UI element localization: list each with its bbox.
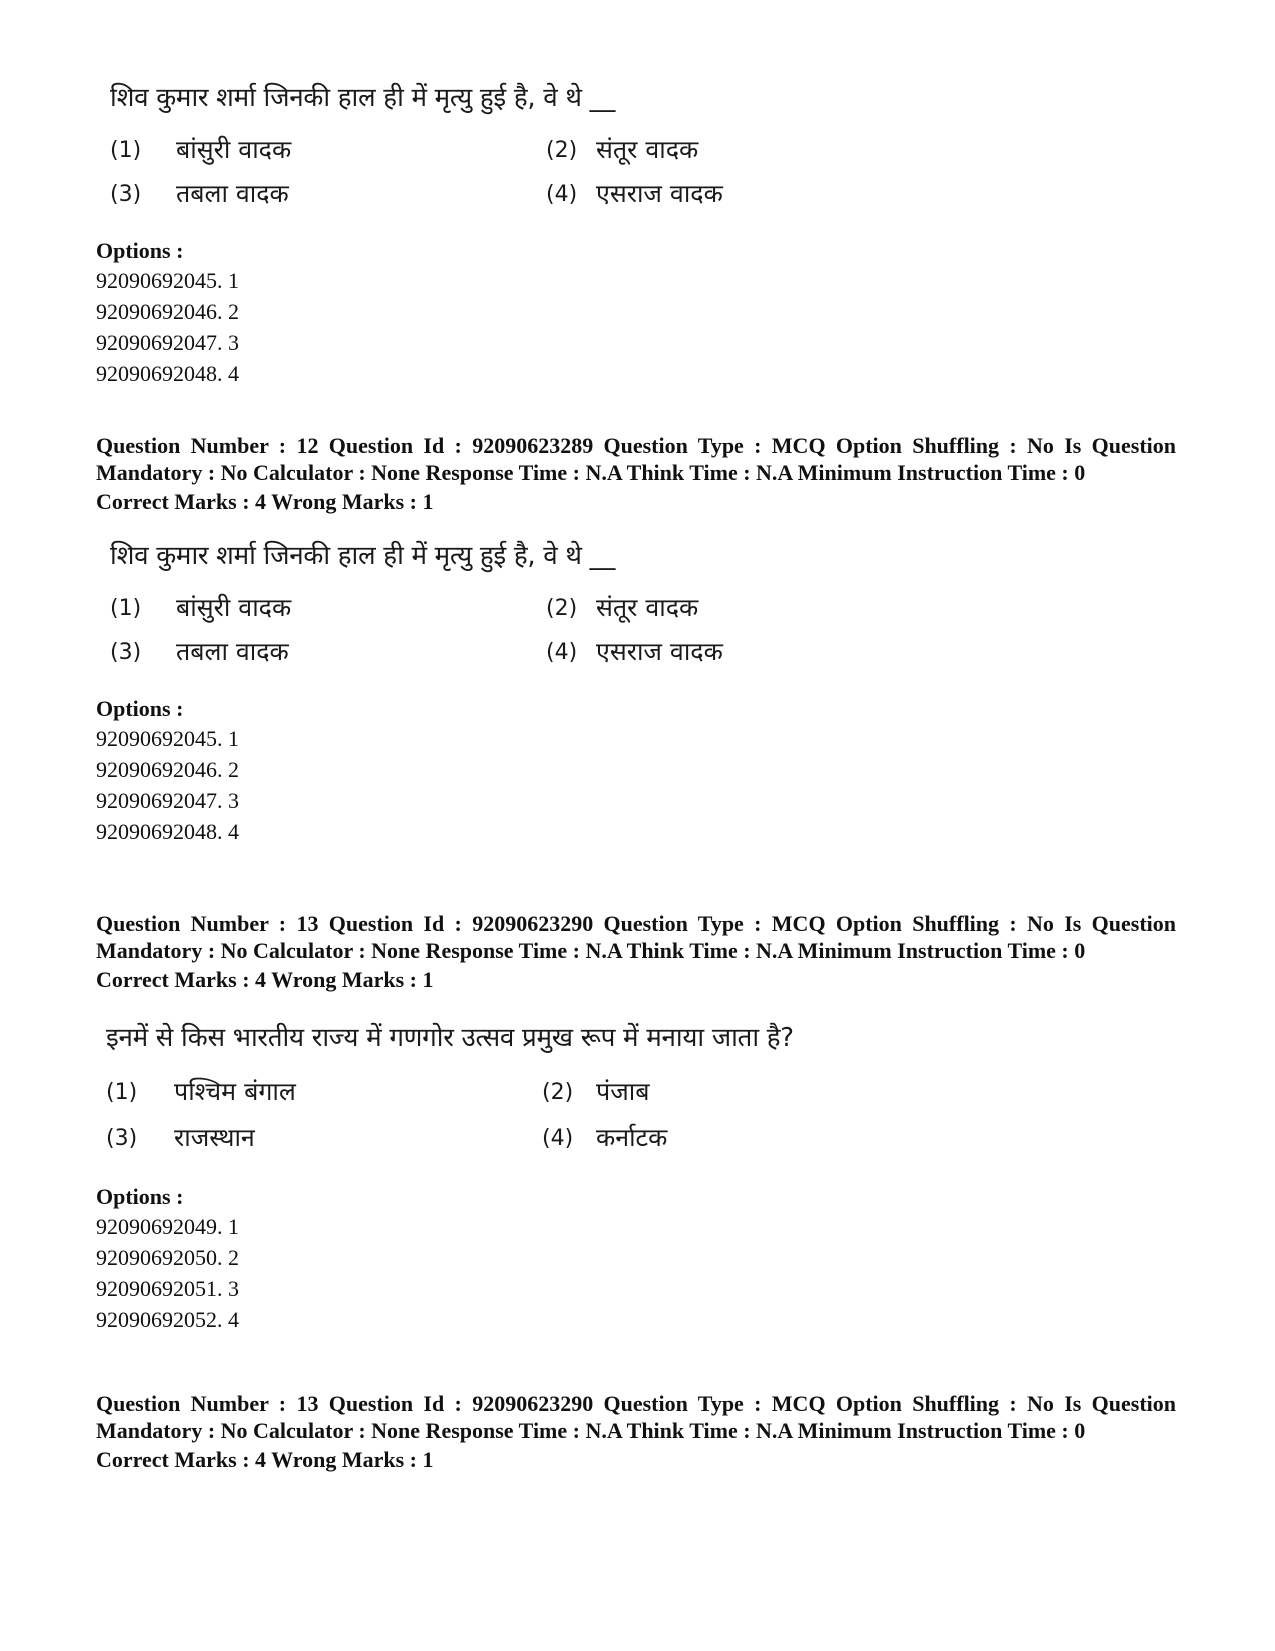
- marks-line: Correct Marks : 4 Wrong Marks : 1: [96, 489, 434, 514]
- choice-text: बांसुरी वादक: [176, 135, 292, 164]
- marks-line: Correct Marks : 4 Wrong Marks : 1: [96, 1447, 434, 1472]
- choice-number: (4): [546, 640, 578, 665]
- choice-number: (2): [542, 1080, 574, 1105]
- choice-number: (1): [110, 138, 142, 163]
- choice-text: पंजाब: [596, 1077, 650, 1106]
- choice-number: (3): [110, 182, 142, 207]
- choice-number: (1): [106, 1080, 138, 1105]
- option-line: 92090692052. 4: [96, 1307, 239, 1332]
- choice-text: एसराज वादक: [596, 179, 723, 208]
- choice-number: (3): [106, 1126, 138, 1151]
- choice-number: (1): [110, 596, 142, 621]
- option-line: 92090692048. 4: [96, 819, 239, 844]
- choice-text: तबला वादक: [176, 179, 289, 208]
- question-text: शिव कुमार शर्मा जिनकी हाल ही में मृत्यु हुई है, वे थे __: [110, 541, 616, 571]
- option-line: 92090692051. 3: [96, 1276, 239, 1301]
- choice-text: राजस्थान: [174, 1123, 255, 1152]
- option-line: 92090692047. 3: [96, 788, 239, 813]
- options-label: Options :: [96, 696, 184, 721]
- choice-text: पश्चिम बंगाल: [174, 1077, 296, 1106]
- marks-line: Correct Marks : 4 Wrong Marks : 1: [96, 967, 434, 992]
- option-line: 92090692046. 2: [96, 757, 239, 782]
- choice-number: (4): [542, 1126, 574, 1151]
- option-line: 92090692046. 2: [96, 299, 239, 324]
- choice-text: एसराज वादक: [596, 637, 723, 666]
- choice-text: बांसुरी वादक: [176, 593, 292, 622]
- choice-text: कर्नाटक: [596, 1123, 668, 1152]
- option-line: 92090692047. 3: [96, 330, 239, 355]
- choice-number: (4): [546, 182, 578, 207]
- choice-text: तबला वादक: [176, 637, 289, 666]
- question-meta: Question Number : 13 Question Id : 92090623290 Question Type : MCQ Option Shuffling : No Is Question Mandatory : No Calculator : None Response Time : N.A Think Time : N.A Minimum Instruction Time : 0: [96, 911, 1176, 963]
- question-meta: Question Number : 13 Question Id : 92090623290 Question Type : MCQ Option Shuffling : No Is Question Mandatory : No Calculator : None Response Time : N.A Think Time : N.A Minimum Instruction Time : 0: [96, 1391, 1176, 1443]
- choice-number: (2): [546, 138, 578, 163]
- choice-text: संतूर वादक: [596, 593, 699, 622]
- option-line: 92090692050. 2: [96, 1245, 239, 1270]
- question-text: इनमें से किस भारतीय राज्य में गणगोर उत्सव प्रमुख रूप में मनाया जाता है?: [106, 1023, 794, 1053]
- choice-text: संतूर वादक: [596, 135, 699, 164]
- options-label: Options :: [96, 1184, 184, 1209]
- option-line: 92090692049. 1: [96, 1214, 239, 1239]
- option-line: 92090692048. 4: [96, 361, 239, 386]
- choice-number: (2): [546, 596, 578, 621]
- question-meta: Question Number : 12 Question Id : 92090623289 Question Type : MCQ Option Shuffling : No Is Question Mandatory : No Calculator : None Response Time : N.A Think Time : N.A Minimum Instruction Time : 0: [96, 433, 1176, 485]
- choice-number: (3): [110, 640, 142, 665]
- question-text: शिव कुमार शर्मा जिनकी हाल ही में मृत्यु हुई है, वे थे __: [110, 83, 616, 113]
- option-line: 92090692045. 1: [96, 726, 239, 751]
- option-line: 92090692045. 1: [96, 268, 239, 293]
- options-label: Options :: [96, 238, 184, 263]
